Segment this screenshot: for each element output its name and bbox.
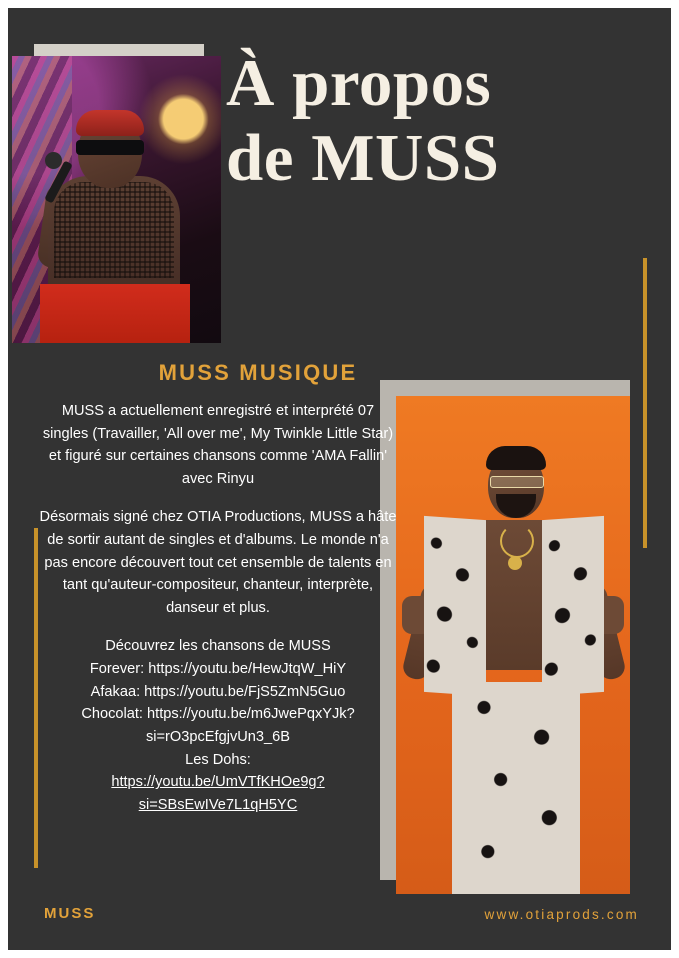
- page-title-line-1: À propos: [226, 46, 492, 120]
- footer-website[interactable]: www.otiaprods.com: [484, 907, 639, 922]
- paragraph-1: MUSS a actuellement enregistré et interprété 07 singles (Travailler, 'All over me', My Twinkle Little Star) et figuré sur certaines chansons comme 'AMA Fallin' avec Rinyu: [42, 403, 394, 487]
- link-chocolat-query[interactable]: si=rO3pcEfgjvUn3_6B: [146, 728, 290, 745]
- link-afakaa[interactable]: Afakaa: https://youtu.be/FjS5ZmN5Guo: [90, 683, 346, 700]
- photo-live-cap: [76, 110, 144, 136]
- section-heading: MUSS MUSIQUE: [158, 360, 358, 385]
- paragraph-2: Désormais signé chez OTIA Productions, MUSS a hâte de sortir autant de singles et d'albums. Le monde n'a pas encore découvert tout cet ensemble de talents en tant qu'auteur-compositeur, chanteur, interprète, danseur et plus.: [39, 509, 397, 616]
- photo-portrait-glasses: [490, 476, 544, 488]
- page-title: [226, 46, 646, 196]
- photo-studio-portrait: [396, 396, 630, 894]
- link-chocolat[interactable]: Chocolat: https://youtu.be/m6JwePqxYJk?: [81, 706, 355, 723]
- photo-live-sunglasses: [76, 140, 144, 155]
- photo-live-microphone-head: [45, 152, 62, 169]
- photo-live-red-pants: [40, 284, 190, 343]
- photo-portrait-necklace: [500, 524, 534, 558]
- link-les-dohs-url[interactable]: https://youtu.be/UmVTfKHOe9g?: [111, 774, 325, 791]
- links-block: [38, 635, 398, 816]
- link-les-dohs-query[interactable]: si=SBsEwIVe7L1qH5YC: [138, 796, 298, 813]
- decorative-right-gold-line: [643, 258, 647, 548]
- photo-portrait-jacket-left: [424, 516, 486, 696]
- poster-canvas: [8, 8, 671, 950]
- photo-portrait-jacket-right: [542, 516, 604, 696]
- photo-live-performance: [12, 56, 221, 343]
- link-les-dohs-label: Les Dohs:: [185, 751, 251, 768]
- body-text-column: [38, 400, 398, 816]
- photo-live-mesh-top: [54, 182, 174, 278]
- link-forever[interactable]: Forever: https://youtu.be/HewJtqW_HiY: [89, 661, 347, 678]
- footer-brand: MUSS: [44, 905, 96, 922]
- page-title-line-2: de MUSS: [226, 121, 500, 196]
- photo-portrait-hair: [486, 446, 546, 470]
- links-intro: Découvrez les chansons de MUSS: [105, 638, 331, 655]
- photo-portrait-patterned-pants: [452, 682, 580, 894]
- photo-portrait-pendant: [508, 556, 522, 570]
